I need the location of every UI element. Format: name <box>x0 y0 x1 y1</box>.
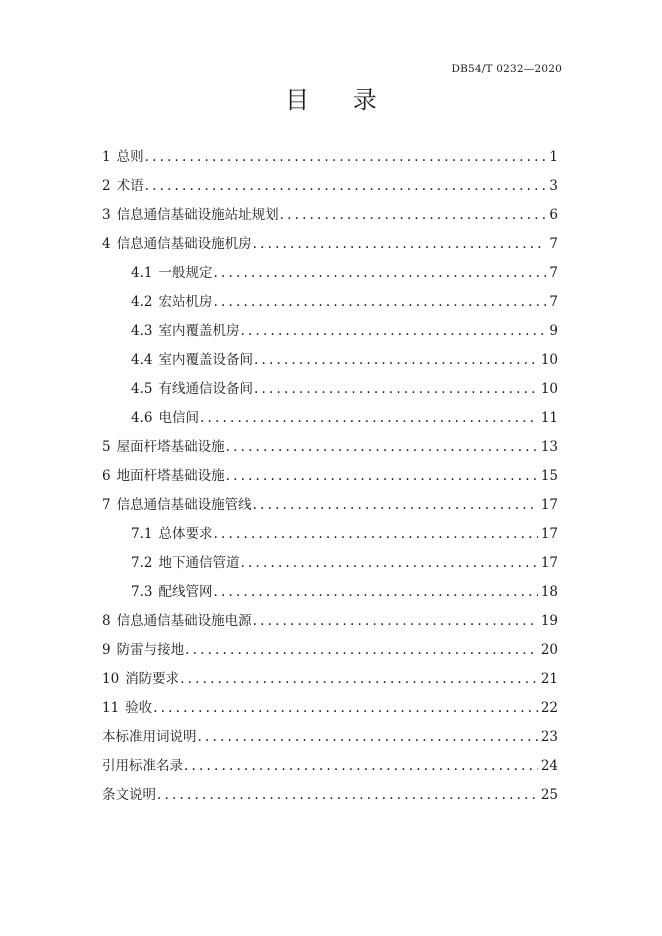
toc-leader-dots <box>145 172 547 201</box>
toc-entry-page: 6 <box>549 207 558 223</box>
toc-leader-dots <box>226 433 538 462</box>
toc-entry-page: 3 <box>549 178 558 194</box>
toc-entry-page: 25 <box>540 787 558 803</box>
toc-leader-dots <box>180 665 538 694</box>
toc-entry-number: 6 <box>102 468 111 484</box>
toc-leader-dots <box>157 781 538 810</box>
toc-entry[interactable] <box>102 433 558 462</box>
toc-entry-number: 11 <box>102 700 120 716</box>
toc-entry-number: 4.2 <box>131 294 153 310</box>
toc-entry[interactable] <box>102 143 558 172</box>
toc-entry[interactable] <box>102 462 558 491</box>
toc-entry[interactable] <box>102 723 558 752</box>
toc-entry[interactable] <box>102 636 558 665</box>
toc-entry-text: 信息通信基础设施电源 <box>116 613 252 629</box>
toc-entry-page: 9 <box>549 323 558 339</box>
toc-entry-text: 验收 <box>125 700 153 716</box>
toc-leader-dots <box>253 230 547 259</box>
toc-entry-page: 18 <box>540 584 558 600</box>
toc-entry-text: 配线管网 <box>158 584 213 600</box>
toc-entry-page: 17 <box>540 497 558 513</box>
toc-leader-dots <box>184 752 538 781</box>
toc-entry[interactable] <box>102 607 558 636</box>
toc-entry-text: 信息通信基础设施管线 <box>116 497 252 513</box>
toc-subentry[interactable] <box>102 259 558 288</box>
toc-entry-number: 4 <box>102 236 111 252</box>
toc-entry[interactable] <box>102 491 558 520</box>
toc-leader-dots <box>254 375 538 404</box>
toc-entry-page: 7 <box>549 236 558 252</box>
toc-entry-page: 13 <box>540 439 558 455</box>
toc-entry-page: 19 <box>540 613 558 629</box>
toc-entry[interactable] <box>102 172 558 201</box>
toc-entry-text: 引用标准名录 <box>102 758 183 774</box>
toc-subentry[interactable] <box>102 288 558 317</box>
toc-entry-text: 总则 <box>116 149 144 165</box>
toc-subentry[interactable] <box>102 549 558 578</box>
toc-entry-page: 21 <box>540 671 558 687</box>
toc-entry-number: 7.1 <box>131 526 153 542</box>
toc-entry-text: 室内覆盖机房 <box>158 323 240 339</box>
toc-leader-dots <box>240 317 546 346</box>
table-of-contents <box>102 143 558 810</box>
toc-entry[interactable] <box>102 201 558 230</box>
toc-leader-dots <box>198 723 538 752</box>
toc-entry-number: 4.3 <box>131 323 153 339</box>
toc-entry-text: 有线通信设备间 <box>158 381 253 397</box>
toc-subentry[interactable] <box>102 346 558 375</box>
toc-leader-dots <box>253 491 538 520</box>
toc-leader-dots <box>213 288 546 317</box>
toc-leader-dots <box>253 607 538 636</box>
toc-entry-number: 7.2 <box>131 555 153 571</box>
toc-entry-text: 信息通信基础设施机房 <box>116 236 252 252</box>
toc-entry-text: 信息通信基础设施站址规划 <box>116 207 279 223</box>
toc-entry-page: 17 <box>540 555 558 571</box>
toc-entry-page: 7 <box>549 294 558 310</box>
toc-entry-text: 一般规定 <box>158 265 213 281</box>
toc-entry-page: 10 <box>540 381 558 397</box>
toc-entry[interactable] <box>102 781 558 810</box>
toc-entry[interactable] <box>102 665 558 694</box>
toc-entry-text: 电信间 <box>158 410 199 426</box>
toc-entry-number: 4.5 <box>131 381 153 397</box>
toc-entry-page: 11 <box>540 410 558 426</box>
toc-entry-text: 总体要求 <box>158 526 213 542</box>
toc-entry-text: 本标准用词说明 <box>102 729 197 745</box>
toc-entry-number: 9 <box>102 642 111 658</box>
toc-entry-page: 7 <box>549 265 558 281</box>
toc-entry-page: 24 <box>540 758 558 774</box>
toc-entry-text: 屋面杆塔基础设施 <box>116 439 225 455</box>
toc-entry-page: 17 <box>540 526 558 542</box>
toc-leader-dots <box>145 143 547 172</box>
toc-leader-dots <box>213 520 537 549</box>
toc-entry[interactable] <box>102 694 558 723</box>
toc-entry-page: 1 <box>549 149 558 165</box>
toc-entry-page: 22 <box>540 700 558 716</box>
toc-entry-page: 10 <box>540 352 558 368</box>
toc-entry-number: 7 <box>102 497 111 513</box>
toc-entry-text: 地面杆塔基础设施 <box>116 468 225 484</box>
toc-entry-number: 7.3 <box>131 584 153 600</box>
toc-entry-page: 20 <box>540 642 558 658</box>
toc-leader-dots <box>153 694 538 723</box>
toc-title: 目 录 <box>285 86 395 114</box>
toc-subentry[interactable] <box>102 317 558 346</box>
toc-entry-page: 15 <box>540 468 558 484</box>
toc-subentry[interactable] <box>102 404 558 433</box>
toc-leader-dots <box>213 259 546 288</box>
toc-leader-dots <box>226 462 538 491</box>
toc-entry-number: 10 <box>102 671 120 687</box>
toc-leader-dots <box>240 549 537 578</box>
toc-entry-text: 室内覆盖设备间 <box>158 352 253 368</box>
toc-entry-text: 消防要求 <box>125 671 180 687</box>
toc-entry-text: 条文说明 <box>102 787 156 803</box>
toc-leader-dots <box>200 404 538 433</box>
document-code: DB54/T 0232—2020 <box>451 63 562 75</box>
toc-entry-text: 术语 <box>116 178 144 194</box>
toc-entry-text: 地下通信管道 <box>158 555 240 571</box>
toc-entry-number: 4.4 <box>131 352 153 368</box>
toc-entry-number: 5 <box>102 439 111 455</box>
toc-entry[interactable] <box>102 230 558 259</box>
toc-entry-number: 8 <box>102 613 111 629</box>
toc-entry-number: 4.1 <box>131 265 153 281</box>
toc-entry-number: 4.6 <box>131 410 153 426</box>
toc-leader-dots <box>185 636 538 665</box>
toc-subentry[interactable] <box>102 375 558 404</box>
toc-entry-number: 1 <box>102 149 111 165</box>
toc-entry[interactable] <box>102 752 558 781</box>
toc-entry-number: 3 <box>102 207 111 223</box>
toc-entry-page: 23 <box>540 729 558 745</box>
toc-subentry[interactable] <box>102 520 558 549</box>
toc-entry-number: 2 <box>102 178 111 194</box>
toc-subentry[interactable] <box>102 578 558 607</box>
toc-entry-text: 宏站机房 <box>158 294 213 310</box>
toc-leader-dots <box>280 201 547 230</box>
toc-leader-dots <box>213 578 537 607</box>
toc-leader-dots <box>254 346 538 375</box>
toc-entry-text: 防雷与接地 <box>116 642 185 658</box>
